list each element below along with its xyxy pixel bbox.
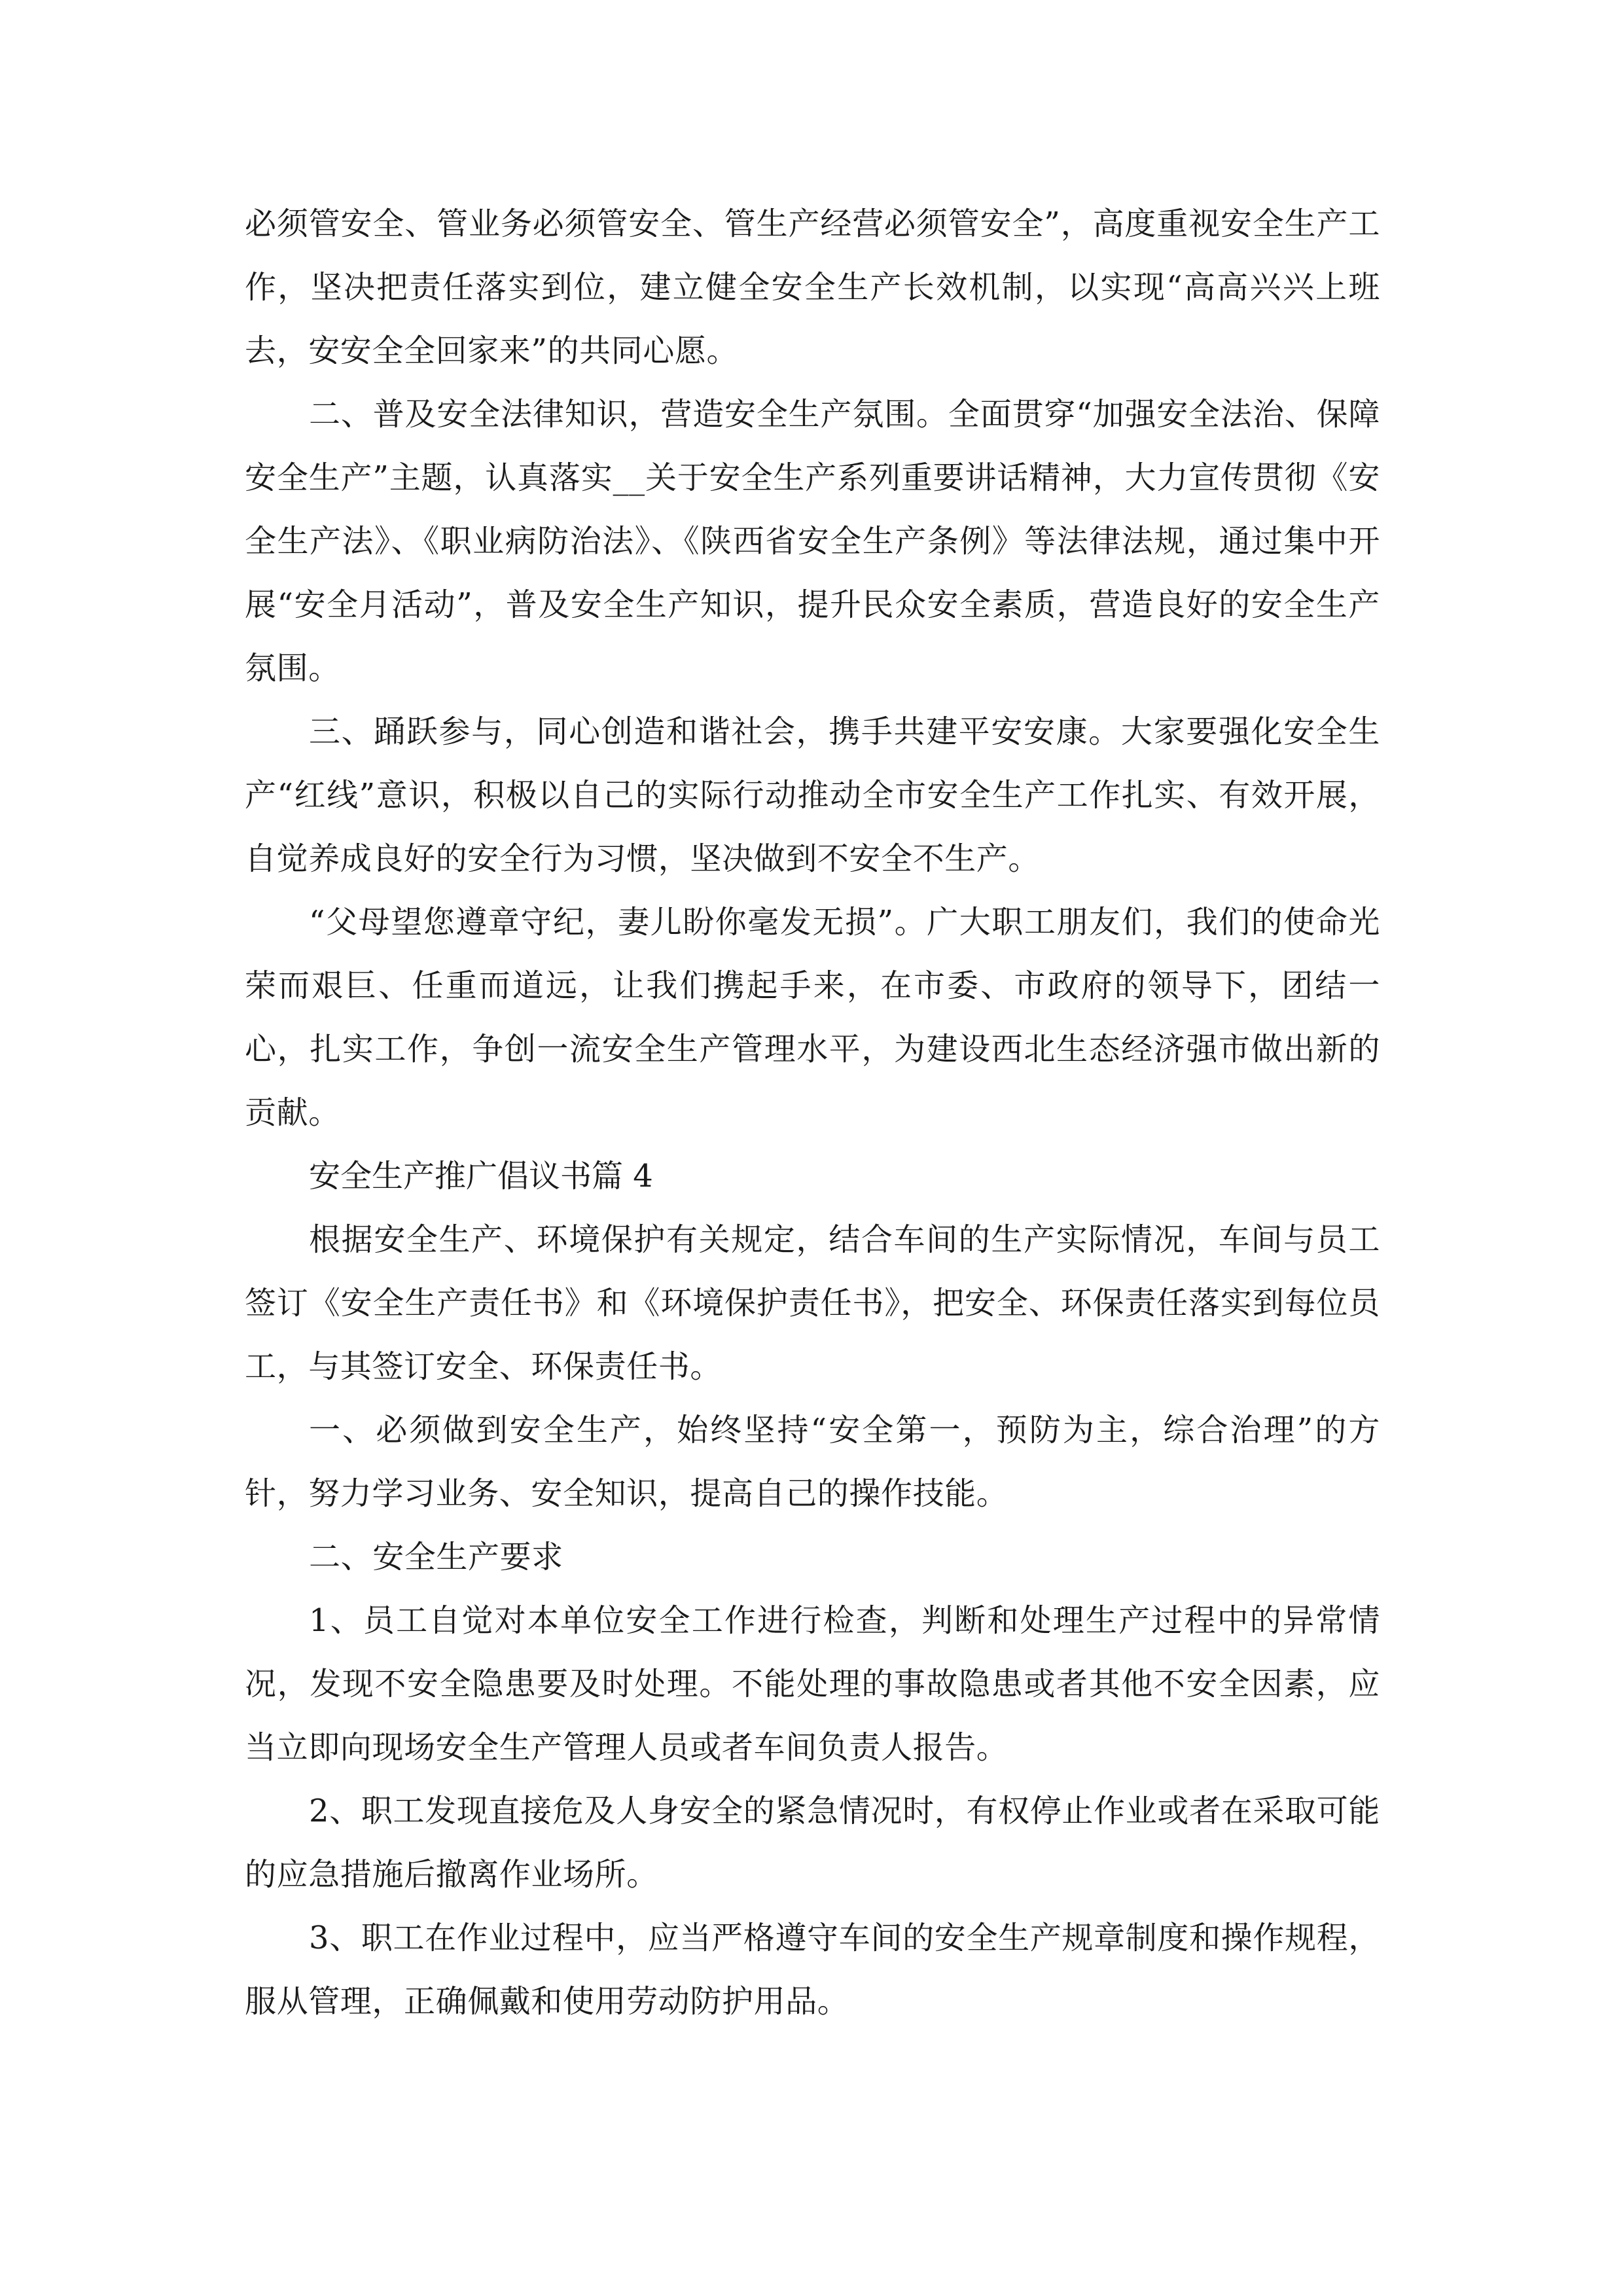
paragraph-item-two-heading: 二、安全生产要求 <box>309 1539 563 1575</box>
paragraph-item-one: 一、必须做到安全生产，始终坚持“安全第一，预防为主，综合治理”的方针，努力学习业务、安全知识，提高自己的操作技能。 <box>245 1412 1380 1512</box>
paragraph-closing-appeal: “父母望您遵章守纪，妻儿盼你毫发无损”。广大职工朋友们，我们的使命光荣而艰巨、任重而道远，让我们携起手来，在市委、市政府的领导下，团结一心，扎实工作，争创一流安全生产管理水平，为建设西北生态经济强市做出新的贡献。 <box>245 904 1380 1131</box>
paragraph-responsibility: 必须管安全、管业务必须管安全、管生产经营必须管安全”，高度重视安全生产工作，坚决把责任落实到位，建立健全安全生产长效机制，以实现“高高兴兴上班去，安安全全回家来”的共同心愿。 <box>245 206 1380 369</box>
paragraph-requirement-2: 2、职工发现直接危及人身安全的紧急情况时，有权停止作业或者在采取可能的应急措施后撤离作业场所。 <box>245 1793 1380 1893</box>
paragraph-participation: 三、踊跃参与，同心创造和谐社会，携手共建平安安康。大家要强化安全生产“红线”意识，积极以自己的实际行动推动全市安全生产工作扎实、有效开展，自觉养成良好的安全行为习惯，坚决做到不安全不生产。 <box>245 713 1380 877</box>
paragraph-intro: 根据安全生产、环境保护有关规定，结合车间的生产实际情况，车间与员工签订《安全生产责任书》和《环境保护责任书》，把安全、环保责任落实到每位员工，与其签订安全、环保责任书。 <box>245 1221 1380 1385</box>
paragraph-requirement-3: 3、职工在作业过程中，应当严格遵守车间的安全生产规章制度和操作规程，服从管理，正确佩戴和使用劳动防护用品。 <box>245 1920 1380 2020</box>
document-body <box>245 192 1380 2034</box>
section-heading: 安全生产推广倡议书篇 4 <box>309 1158 653 1194</box>
paragraph-requirement-1: 1、员工自觉对本单位安全工作进行检查，判断和处理生产过程中的异常情况，发现不安全隐患要及时处理。不能处理的事故隐患或者其他不安全因素，应当立即向现场安全生产管理人员或者车间负责人报告。 <box>245 1602 1380 1766</box>
paragraph-legal-knowledge: 二、普及安全法律知识，营造安全生产氛围。全面贯穿“加强安全法治、保障安全生产”主题，认真落实__关于安全生产系列重要讲话精神，大力宣传贯彻《安全生产法》、《职业病防治法》、《陕西省安全生产条例》等法律法规，通过集中开展“安全月活动”，普及安全生产知识，提升民众安全素质，营造良好的安全生产氛围。 <box>245 396 1380 687</box>
